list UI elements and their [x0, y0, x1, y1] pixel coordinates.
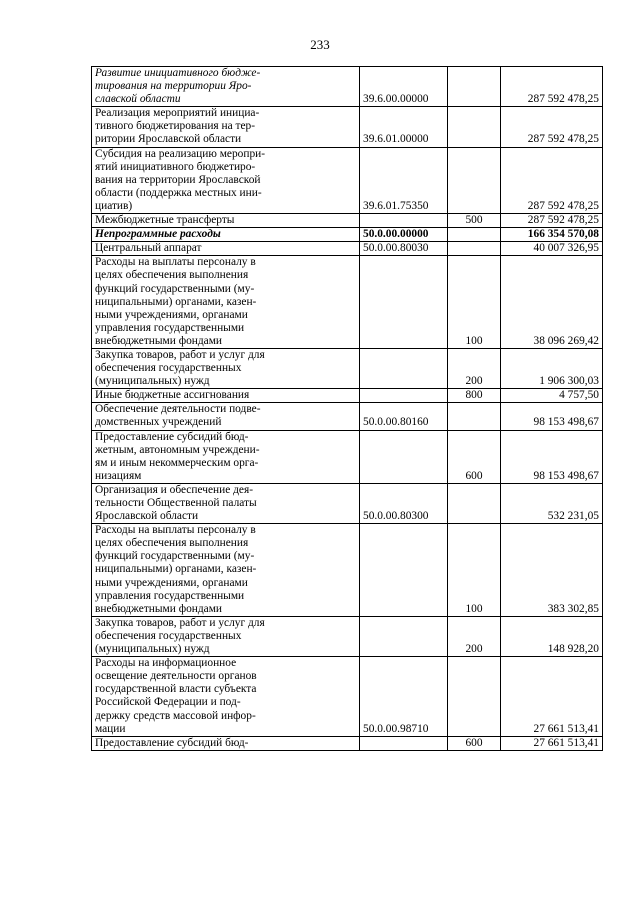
expense-name-line: ниципальными) органами, казен- — [95, 563, 257, 576]
budget-table-body — [92, 67, 603, 751]
expense-name-line: домственных учреждений — [95, 416, 222, 429]
table-row — [92, 228, 603, 242]
target-article-code-cell: 50.0.00.00000 — [360, 228, 448, 242]
expense-name-line: (муниципальных) нужд — [95, 643, 210, 656]
amount-cell: 40 007 326,95 — [501, 242, 603, 256]
expense-type-code-cell — [448, 228, 501, 242]
expense-name-cell — [92, 430, 360, 483]
expense-name-line: государственной власти субъекта — [95, 683, 257, 696]
expense-name-line: Организация и обеспечение дея- — [95, 483, 253, 496]
amount-cell: 1 906 300,03 — [501, 348, 603, 388]
expense-name-line: тивного бюджетирования на тер- — [95, 120, 256, 133]
expense-name-line: Ярославской области — [95, 510, 199, 523]
target-article-code-cell — [360, 348, 448, 388]
expense-name-cell — [92, 736, 360, 750]
expense-type-code-cell — [448, 403, 501, 430]
expense-name-line: функций государственными (му- — [95, 282, 255, 295]
expense-name-line: обеспечения государственных — [95, 629, 242, 642]
expense-name-line: жетным, автономным учреждени- — [95, 443, 260, 456]
expense-name-line: внебюджетными фондами — [95, 334, 223, 347]
expense-name-line: внебюджетными фондами — [95, 602, 223, 615]
expense-type-code-cell: 100 — [448, 524, 501, 617]
expense-name-cell — [92, 616, 360, 656]
expense-type-code-cell: 600 — [448, 736, 501, 750]
amount-cell: 383 302,85 — [501, 524, 603, 617]
expense-type-code-cell: 500 — [448, 214, 501, 228]
expense-name-line: Межбюджетные трансферты — [95, 214, 235, 227]
table-row — [92, 348, 603, 388]
expense-name-line: держку средств массовой инфор- — [95, 709, 256, 722]
expense-name-line: Субсидия на реализацию меропри- — [95, 147, 266, 160]
target-article-code-cell — [360, 430, 448, 483]
expense-name-line: ными учреждениями, органами — [95, 576, 248, 589]
amount-cell: 166 354 570,08 — [501, 228, 603, 242]
amount-cell: 287 592 478,25 — [501, 214, 603, 228]
expense-name-line: Расходы на выплаты персоналу в — [95, 524, 256, 537]
table-row — [92, 214, 603, 228]
table-row — [92, 736, 603, 750]
expense-name-cell — [92, 107, 360, 147]
expense-name-cell — [92, 242, 360, 256]
expense-type-code-cell: 100 — [448, 256, 501, 349]
expense-name-cell — [92, 403, 360, 430]
amount-cell: 98 153 498,67 — [501, 403, 603, 430]
expense-name-line: Российской Федерации и под- — [95, 696, 241, 709]
target-article-code-cell — [360, 214, 448, 228]
expense-name-cell — [92, 524, 360, 617]
expense-name-line: низациям — [95, 469, 142, 482]
target-article-code-cell — [360, 389, 448, 403]
budget-table — [91, 66, 603, 751]
expense-name-cell — [92, 67, 360, 107]
table-row — [92, 483, 603, 523]
target-article-code-cell: 39.6.01.75350 — [360, 147, 448, 213]
expense-name-line: Предоставление субсидий бюд- — [95, 430, 249, 443]
expense-name-cell — [92, 256, 360, 349]
target-article-code-cell: 50.0.00.80030 — [360, 242, 448, 256]
expense-name-line: Обеспечение деятельности подве- — [95, 403, 261, 416]
target-article-code-cell: 50.0.00.98710 — [360, 657, 448, 737]
expense-name-cell — [92, 147, 360, 213]
target-article-code-cell — [360, 616, 448, 656]
expense-name-line: обеспечения государственных — [95, 362, 242, 375]
expense-name-line: тельности Общественной палаты — [95, 497, 257, 509]
table-row — [92, 657, 603, 737]
table-row — [92, 389, 603, 403]
amount-cell: 287 592 478,25 — [501, 67, 603, 107]
expense-type-code-cell: 600 — [448, 430, 501, 483]
amount-cell: 532 231,05 — [501, 483, 603, 523]
expense-name-line: Развитие инициативного бюдже- — [95, 67, 261, 79]
amount-cell: 27 661 513,41 — [501, 736, 603, 750]
expense-name-line: функций государственными (му- — [95, 550, 255, 563]
target-article-code-cell: 50.0.00.80160 — [360, 403, 448, 430]
expense-name-line: Закупка товаров, работ и услуг для — [95, 348, 265, 361]
expense-type-code-cell: 200 — [448, 348, 501, 388]
amount-cell: 38 096 269,42 — [501, 256, 603, 349]
expense-name-line: Реализация мероприятий инициа- — [95, 107, 260, 120]
table-row — [92, 524, 603, 617]
expense-type-code-cell — [448, 67, 501, 107]
expense-name-cell — [92, 348, 360, 388]
target-article-code-cell — [360, 256, 448, 349]
table-row — [92, 430, 603, 483]
table-row — [92, 67, 603, 107]
table-row — [92, 256, 603, 349]
amount-cell: 27 661 513,41 — [501, 657, 603, 737]
expense-name-line: области (поддержка местных ини- — [95, 186, 262, 199]
amount-cell: 287 592 478,25 — [501, 107, 603, 147]
expense-type-code-cell — [448, 107, 501, 147]
table-row — [92, 147, 603, 213]
expense-name-line: славской области — [95, 93, 181, 106]
expense-name-cell — [92, 657, 360, 737]
table-row — [92, 242, 603, 256]
expense-name-line: целях обеспечения выполнения — [95, 269, 249, 282]
expense-name-line: Расходы на информационное — [95, 657, 237, 670]
expense-name-cell — [92, 214, 360, 228]
expense-type-code-cell — [448, 657, 501, 737]
expense-name-cell — [92, 483, 360, 523]
page-number: 233 — [310, 37, 330, 52]
expense-name-line: управления государственными — [95, 589, 245, 602]
expense-name-line: вания на территории Ярославской — [95, 173, 261, 186]
expense-name-line: ными учреждениями, органами — [95, 308, 248, 321]
expense-type-code-cell: 800 — [448, 389, 501, 403]
expense-name-cell — [92, 389, 360, 403]
expense-name-line: целях обеспечения выполнения — [95, 537, 249, 550]
expense-name-line: Предоставление субсидий бюд- — [95, 736, 249, 749]
expense-type-code-cell — [448, 147, 501, 213]
target-article-code-cell: 39.6.01.00000 — [360, 107, 448, 147]
expense-name-line: Центральный аппарат — [95, 242, 202, 255]
target-article-code-cell: 50.0.00.80300 — [360, 483, 448, 523]
table-row — [92, 107, 603, 147]
expense-type-code-cell — [448, 242, 501, 256]
expense-name-line: тирования на территории Яро- — [95, 80, 252, 93]
expense-type-code-cell — [448, 483, 501, 523]
amount-cell: 4 757,50 — [501, 389, 603, 403]
target-article-code-cell: 39.6.00.00000 — [360, 67, 448, 107]
expense-name-line: циатив) — [95, 199, 133, 212]
expense-name-line: Иные бюджетные ассигнования — [95, 389, 250, 402]
expense-name-line: ятий инициативного бюджетиро- — [95, 160, 256, 173]
expense-name-line: ям и иным некоммерческим орга- — [95, 456, 259, 469]
expense-name-line: Закупка товаров, работ и услуг для — [95, 616, 265, 629]
amount-cell: 287 592 478,25 — [501, 147, 603, 213]
expense-type-code-cell: 200 — [448, 616, 501, 656]
expense-name-line: (муниципальных) нужд — [95, 375, 210, 388]
expense-name-line: освещение деятельности органов — [95, 670, 257, 683]
expense-name-line: управления государственными — [95, 321, 245, 334]
amount-cell: 98 153 498,67 — [501, 430, 603, 483]
expense-name-line: мации — [95, 722, 126, 735]
amount-cell: 148 928,20 — [501, 616, 603, 656]
target-article-code-cell — [360, 524, 448, 617]
table-row — [92, 403, 603, 430]
expense-name-cell — [92, 228, 360, 242]
target-article-code-cell — [360, 736, 448, 750]
expense-name-line: ниципальными) органами, казен- — [95, 295, 257, 308]
expense-name-line: Расходы на выплаты персоналу в — [95, 256, 256, 269]
table-row — [92, 616, 603, 656]
expense-name-line: ритории Ярославской области — [95, 133, 242, 146]
expense-name-line: Непрограммные расходы — [95, 228, 221, 241]
